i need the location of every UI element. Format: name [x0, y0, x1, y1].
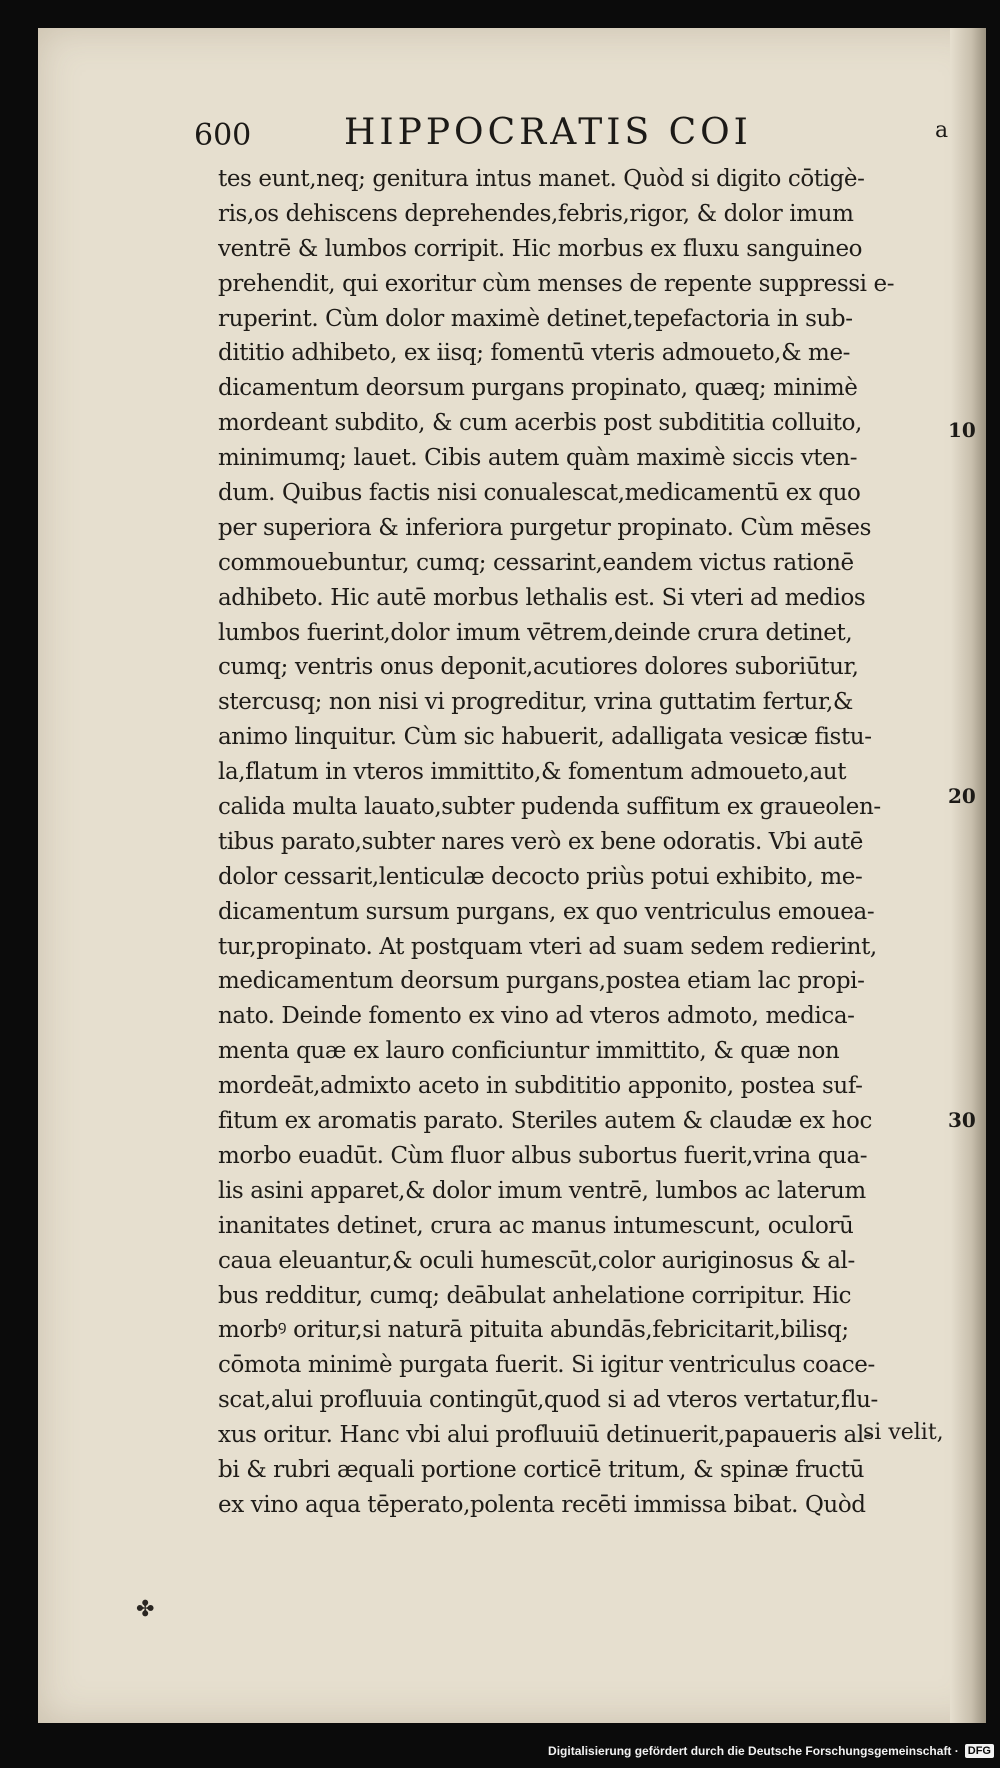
text-line: la,flatum in vteros immittito,& fomentum admoueto,aut	[218, 759, 847, 786]
text-line: scat,alui profluuia contingūt,quod si ad vteros vertatur,flu-	[218, 1387, 878, 1414]
text-line: dolor cessarit,lenticulæ decocto priùs potui exhibito, me-	[218, 863, 863, 890]
text-line: tur,propinato. At postquam vteri ad suam sedem redierint,	[218, 933, 877, 960]
ornament-glyph: ✤	[136, 1597, 155, 1622]
text-line: caua eleuantur,& oculi humescūt,color auriginosus & al-	[218, 1247, 855, 1274]
text-line: dicamentum sursum purgans, ex quo ventriculus emouea-	[218, 898, 875, 925]
text-line: bi & rubri æquali portione corticē tritum, & spinæ fructū	[218, 1456, 865, 1483]
text-line: dum. Quibus factis nisi conualescat,medicamentū ex quo	[218, 480, 861, 507]
text-line: tibus parato,subter nares verò ex bene odoratis. Vbi autē	[218, 828, 863, 855]
text-line: medicamentum deorsum purgans,postea etiam lac propi-	[218, 968, 865, 995]
page-header	[194, 112, 794, 160]
text-line: animo linquitur. Cùm sic habuerit, adalligata vesicæ fistu-	[218, 724, 872, 751]
text-line: mordeant subdito, & cum acerbis post subdititia colluito,	[218, 410, 862, 437]
text-line: ruperint. Cùm dolor maximè detinet,tepefactoria in sub-	[218, 305, 853, 332]
page-gutter	[950, 28, 986, 1723]
text-line: cumq; ventris onus deponit,acutiores dolores suboriūtur,	[218, 654, 859, 681]
text-line: dicamentum deorsum purgans propinato, quæq; minimè	[218, 375, 858, 402]
digitization-footer	[548, 1740, 994, 1762]
text-line: per superiora & inferiora purgetur propinato. Cùm mēses	[218, 514, 871, 541]
text-line: tes eunt,neq; genitura intus manet. Quòd si digito cōtigè-	[218, 166, 865, 192]
margin-line-number-10: 10	[948, 418, 976, 442]
text-line: lumbos fuerint,dolor imum vētrem,deinde crura detinet,	[218, 619, 853, 646]
text-line: lis asini apparet,& dolor imum ventrē, lumbos ac laterum	[218, 1177, 866, 1204]
text-line: nato. Deinde fomento ex vino ad vteros admoto, medica-	[218, 1003, 855, 1030]
text-line: menta quæ ex lauro conficiuntur immittito, & quæ non	[218, 1038, 840, 1065]
text-line: commouebuntur, cumq; cessarint,eandem victus rationē	[218, 549, 854, 576]
text-line: calida multa lauato,subter pudenda suffitum ex graueolen-	[218, 794, 881, 821]
text-line: morbo euadūt. Cùm fluor albus subortus fuerit,vrina qua-	[218, 1142, 868, 1169]
text-line: mordeāt,admixto aceto in subdititio apponito, postea suf-	[218, 1073, 863, 1100]
funding-credit: Digitalisierung gefördert durch die Deutsche Forschungsgemeinschaft ·	[548, 1744, 959, 1758]
text-line: ris,os dehiscens deprehendes,febris,rigor, & dolor imum	[218, 200, 854, 227]
text-line: ex vino aqua tēperato,polenta recēti immissa bibat. Quòd	[218, 1491, 866, 1518]
text-line: minimumq; lauet. Cibis autem quàm maximè siccis vten-	[218, 445, 858, 472]
margin-line-number-20: 20	[948, 784, 976, 808]
text-line: adhibeto. Hic autē morbus lethalis est. Si vteri ad medios	[218, 584, 866, 611]
text-line: ventrē & lumbos corripit. Hic morbus ex fluxu sanguineo	[218, 235, 863, 262]
text-line: inanitates detinet, crura ac manus intumescunt, oculorū	[218, 1212, 854, 1239]
page-number: 600	[194, 118, 252, 153]
text-line: stercusq; non nisi vi progreditur, vrina guttatim fertur,&	[218, 689, 853, 716]
text-line: xus oritur. Hanc vbi alui profluuiū detinuerit,papaueris al-	[218, 1422, 872, 1449]
text-line: prehendit, qui exoritur cùm menses de repente suppressi e-	[218, 270, 895, 297]
text-line: bus redditur, cumq; deābulat anhelatione corripitur. Hic	[218, 1282, 852, 1309]
text-line: cōmota minimè purgata fuerit. Si igitur ventriculus coace-	[218, 1352, 875, 1379]
margin-line-number-30: 30	[948, 1108, 976, 1132]
dfg-logo-icon: DFG	[965, 1744, 994, 1758]
running-title: HIPPOCRATIS COI	[344, 112, 752, 153]
text-line: morbꝰ oritur,si naturā pituita abundās,febricitarit,bilisq;	[218, 1317, 849, 1344]
text-line: dititio adhibeto, ex iisq; fomentū vteris admoueto,& me-	[218, 340, 851, 367]
catchword: si velit,	[863, 1420, 944, 1445]
body-text	[218, 162, 938, 1523]
text-line: fitum ex aromatis parato. Steriles autem & claudæ ex hoc	[218, 1108, 872, 1135]
corner-mark: a	[935, 118, 949, 143]
